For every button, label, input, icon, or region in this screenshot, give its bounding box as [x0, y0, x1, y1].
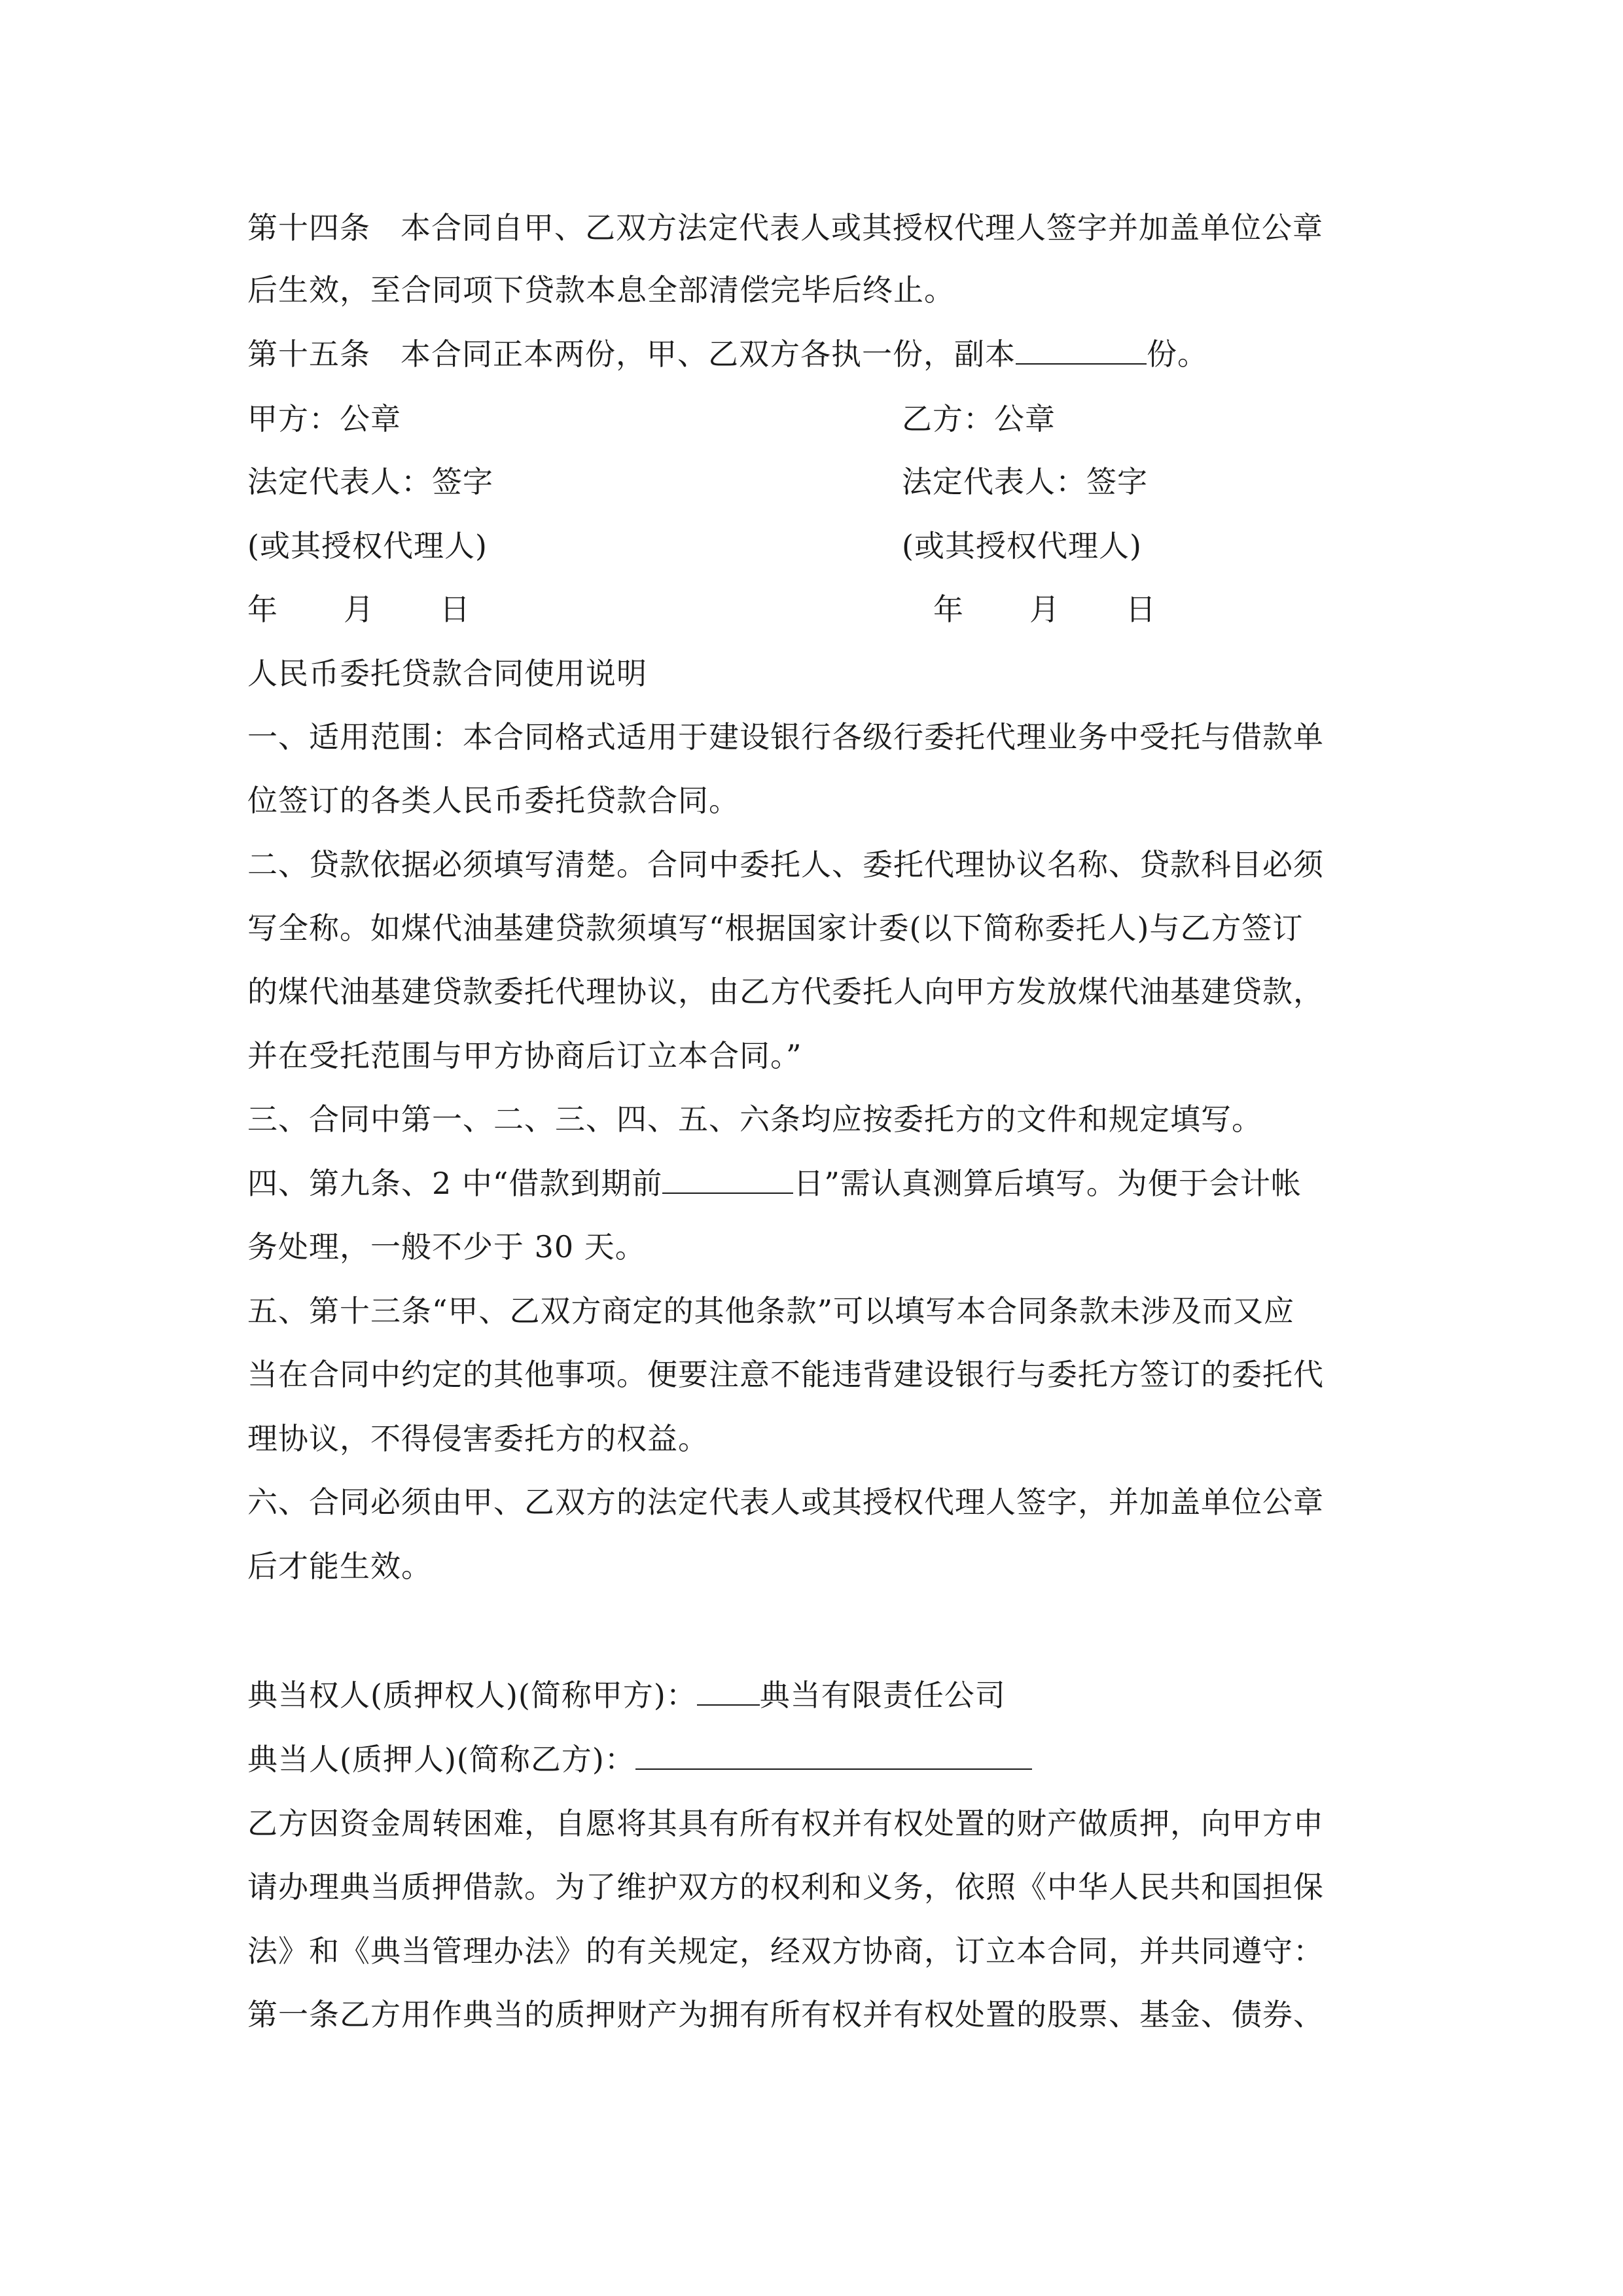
days-blank — [662, 1164, 793, 1194]
article-14-line-2 — [247, 270, 955, 310]
instruction-3-line-1: 三、合同中第一、二、三、四、五、六条均应按委托方的文件和规定填写。 — [247, 1102, 1262, 1137]
article-15-text: 本合同正本两份，甲、乙双方各执一份，副本 — [401, 336, 1016, 372]
instruction-6-line-2: 后才能生效。 — [247, 1549, 432, 1584]
article-15-text-end: 份。 — [1147, 336, 1208, 372]
pawn-intro-line-2: 请办理典当质押借款。为了维护双方的权利和义务，依照《中华人民共和国担保 — [247, 1869, 1324, 1905]
instruction-1-line-1: 一、适用范围：本合同格式适用于建设银行各级行委托代理业务中受托与借款单 — [247, 719, 1324, 755]
party-a-day: 日 — [440, 592, 471, 627]
instruction-2-line-2: 写全称。如煤代油基建贷款须填写“根据国家计委(以下简称委托人)与乙方签订 — [247, 910, 1304, 946]
signature-seal-row — [247, 399, 1164, 439]
instruction-5-line-3: 理协议，不得侵害委托方的权益。 — [247, 1421, 709, 1456]
pawnee-label: 典当权人(质押权人)(简称甲方)： — [247, 1677, 697, 1713]
party-b-date — [933, 590, 1156, 629]
party-a-month: 月 — [344, 592, 374, 627]
party-a-representative: 法定代表人：签字 — [247, 464, 493, 499]
copies-blank — [1016, 334, 1147, 365]
instruction-4-line-2: 务处理，一般不少于 30 天。 — [247, 1229, 646, 1265]
instruction-2-line-3: 的煤代油基建贷款委托代理协议，由乙方代委托人向甲方发放煤代油基建贷款， — [247, 974, 1324, 1009]
party-b-seal: 乙方：公章 — [902, 401, 1056, 437]
instruction-4-line-1 — [247, 1164, 1302, 1203]
pawnee-blank — [697, 1676, 760, 1706]
pawn-intro-line-1: 乙方因资金周转困难，自愿将其具有所有权并有权处置的财产做质押，向甲方申 — [247, 1806, 1324, 1841]
signature-agent-row — [247, 526, 1164, 565]
party-b-day: 日 — [1126, 592, 1156, 627]
party-b-representative: 法定代表人：签字 — [902, 464, 1148, 499]
pawn-intro-line-3: 法》和《典当管理办法》的有关规定，经双方协商，订立本合同，并共同遵守： — [247, 1933, 1324, 1969]
party-a-agent: (或其授权代理人) — [247, 528, 488, 564]
pawnee-line — [247, 1676, 1006, 1715]
instruction-4-text: 四、第九条、2 中“借款到期前 — [247, 1166, 663, 1201]
party-b-month: 月 — [1029, 592, 1060, 627]
instruction-5-line-1: 五、第十三条“甲、乙双方商定的其他条款”可以填写本合同条款未涉及而又应 — [247, 1293, 1295, 1329]
pawnee-name: 典当有限责任公司 — [759, 1677, 1006, 1713]
party-a-seal: 甲方：公章 — [247, 401, 401, 437]
instruction-6-line-1: 六、合同必须由甲、乙双方的法定代表人或其授权代理人签字，并加盖单位公章 — [247, 1484, 1324, 1520]
article-14-line-1 — [247, 208, 1323, 247]
party-b-year: 年 — [933, 592, 964, 627]
instruction-5-line-2: 当在合同中约定的其他事项。便要注意不能违背建设银行与委托方签订的委托代 — [247, 1357, 1324, 1392]
instruction-1-line-2: 位签订的各类人民币委托贷款合同。 — [247, 783, 740, 818]
signature-rep-row — [247, 462, 1164, 501]
instructions-title: 人民币委托贷款合同使用说明 — [247, 656, 647, 691]
article-14-text: 本合同自甲、乙双方法定代表人或其授权代理人签字并加盖单位公章 — [401, 210, 1323, 245]
article-15-line — [247, 334, 1208, 374]
pawn-article-1-line-1: 第一条乙方用作典当的质押财产为拥有所有权并有权处置的股票、基金、债券、 — [247, 1997, 1324, 2032]
instruction-4-text-end: 日”需认真测算后填写。为便于会计帐 — [793, 1166, 1302, 1201]
pawner-blank — [635, 1740, 1032, 1770]
pawner-line — [247, 1740, 1032, 1779]
signature-date-row — [247, 590, 1164, 629]
article-14-text-cont: 后生效，至合同项下贷款本息全部清偿完毕后终止。 — [247, 272, 955, 308]
instruction-2-line-1: 二、贷款依据必须填写清楚。合同中委托人、委托代理协议名称、贷款科目必须 — [247, 847, 1324, 882]
instruction-2-line-4: 并在受托范围与甲方协商后订立本合同。” — [247, 1038, 802, 1073]
party-b-agent: (或其授权代理人) — [902, 528, 1142, 564]
pawner-label: 典当人(质押人)(简称乙方)： — [247, 1742, 635, 1777]
party-a-year: 年 — [247, 592, 278, 627]
article-14-heading: 第十四条 — [247, 210, 370, 245]
article-15-heading: 第十五条 — [247, 336, 370, 372]
